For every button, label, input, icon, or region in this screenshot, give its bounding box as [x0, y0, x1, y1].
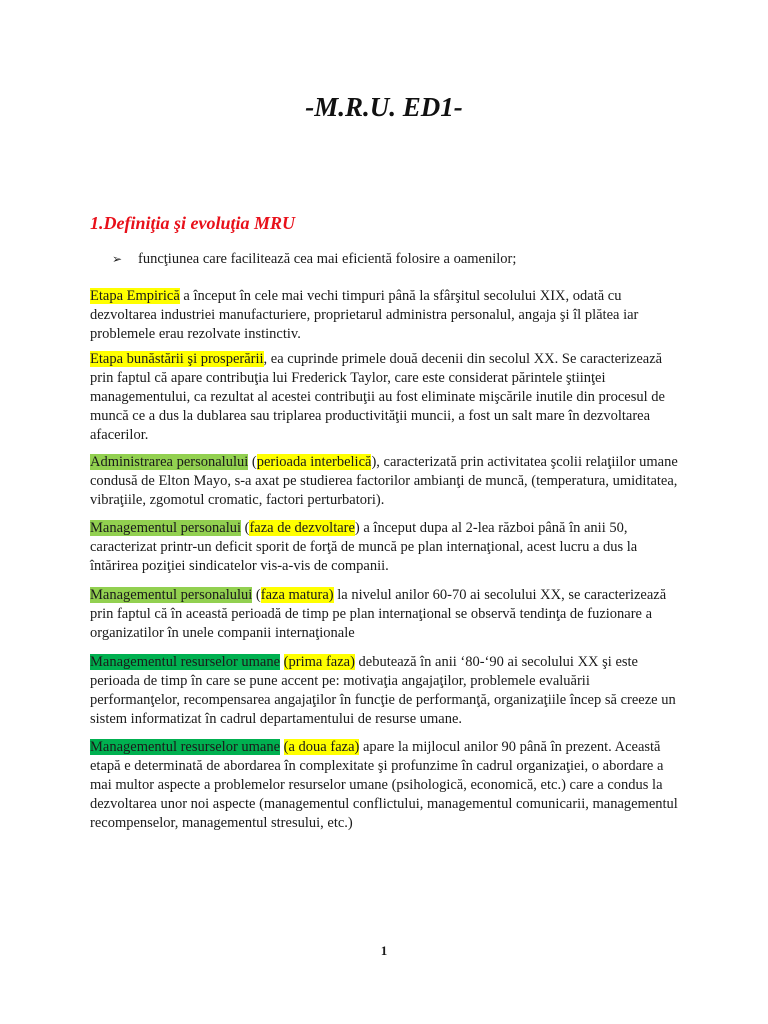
- arrow-bullet-icon: ➢: [112, 252, 123, 266]
- highlighted-phase: faza de dezvoltare: [249, 520, 355, 536]
- highlighted-label: Etapa Empirică: [90, 288, 180, 304]
- paragraph-administrarea-personalului: [90, 453, 680, 510]
- highlighted-phase: perioada interbelică: [256, 454, 372, 470]
- paragraph-body: apare la mijlocul anilor 90 până în prezent. Această etapă e determinată de abordarea în complexitate şi profunzime în cadrul organizaţiei, o abordare a mai multor aspecte a problemelor resurselor umane (psihologică, economică, etc.) care a condus la dezvoltarea unor noi aspecte (managementul conflictului, managementul comunicarii, managementul recompenselor, managementul stresului, etc.): [90, 739, 678, 831]
- highlighted-label: Managementul resurselor umane: [90, 654, 281, 670]
- highlighted-label: Managementul personalului: [90, 587, 253, 603]
- page-number: 1: [380, 943, 388, 958]
- paragraph-body: ), caracterizată prin activitatea şcolii relaţiilor umane condusă de Elton Mayo, s-a axat pe studierea factorilor ambianţi de muncă, (temperatura, umiditatea, vibraţiile, zgomotul cromatic, factori perturbatori).: [90, 454, 678, 508]
- paragraph-etapa-bunastarii: [90, 350, 680, 445]
- paragraph-body: , ea cuprinde primele două decenii din secolul XX. Se caracterizează prin faptul că apare contribuţia lui Frederick Taylor, care este considerat părintele ştiinţei managementului, ca rezultat al acestei contribuţii au fost eliminate mişcările inutile din procesul de muncă ce a dus la dublarea sau triplarea productivităţii muncii, a fost un salt mare în dezvoltarea afacerilor.: [90, 351, 665, 443]
- paragraph-mru-a-doua-faza: [90, 738, 680, 833]
- phase-open: (: [248, 454, 257, 470]
- highlighted-phase: faza matura): [260, 587, 334, 603]
- paragraph-body: a început în cele mai vechi timpuri până la sfârşitul secolului XIX, odată cu dezvoltarea industriei manufacturiere, proprietarul administra personalul, angaja şi îl plătea iar problemele erau rezolvate instinctiv.: [90, 288, 639, 342]
- bullet-item: [112, 250, 516, 269]
- section-heading: 1.Definiţia şi evoluţia MRU: [90, 213, 296, 233]
- highlighted-label: Etapa bunăstării şi prosperării: [90, 351, 264, 367]
- highlighted-label: Administrarea personalului: [90, 454, 249, 470]
- paragraph-body: debutează în anii ‘80-‘90 ai secolului XX şi este perioada de timp în care se pune accent pe: motivaţia angajaţilor, problemele evaluării performanţelor, recompensarea angajaţilor în funcţie de performanţă, organizaţiile încep să creeze un sistem informatizat în cadrul departamentului de resurse umane.: [90, 654, 676, 727]
- highlighted-label: Managementul personalui: [90, 520, 241, 536]
- paragraph-body: la nivelul anilor 60-70 ai secolului XX, se caracterizează prin faptul că în această perioadă de timp pe plan internaţional se observă tendinţa de fuzionare a organizatilor în unele companii internaţionale: [90, 587, 667, 641]
- paragraph-body: ) a început dupa al 2-lea război până în anii 50, caracterizat printr-un deficit sporit de forţă de muncă pe plan internaţional, acest lucru a dus la întărirea poziţiei sindicatelor vis-a-vis de companii.: [90, 520, 638, 574]
- paragraph-managementul-personalului-matura: [90, 586, 680, 643]
- paragraph-etapa-empirica: [90, 287, 680, 344]
- phase-open: (: [241, 520, 250, 536]
- highlighted-label: Managementul resurselor umane: [90, 739, 281, 755]
- paragraph-managementul-personalui: [90, 519, 680, 576]
- document-title: -M.R.U. ED1-: [305, 92, 463, 122]
- bullet-text: funcţiunea care facilitează cea mai eficientă folosire a oamenilor;: [138, 251, 517, 267]
- highlighted-phase: (prima faza): [283, 654, 355, 670]
- phase-open: (: [252, 587, 261, 603]
- highlighted-phase: (a doua faza): [283, 739, 360, 755]
- paragraph-mru-prima-faza: [90, 653, 680, 729]
